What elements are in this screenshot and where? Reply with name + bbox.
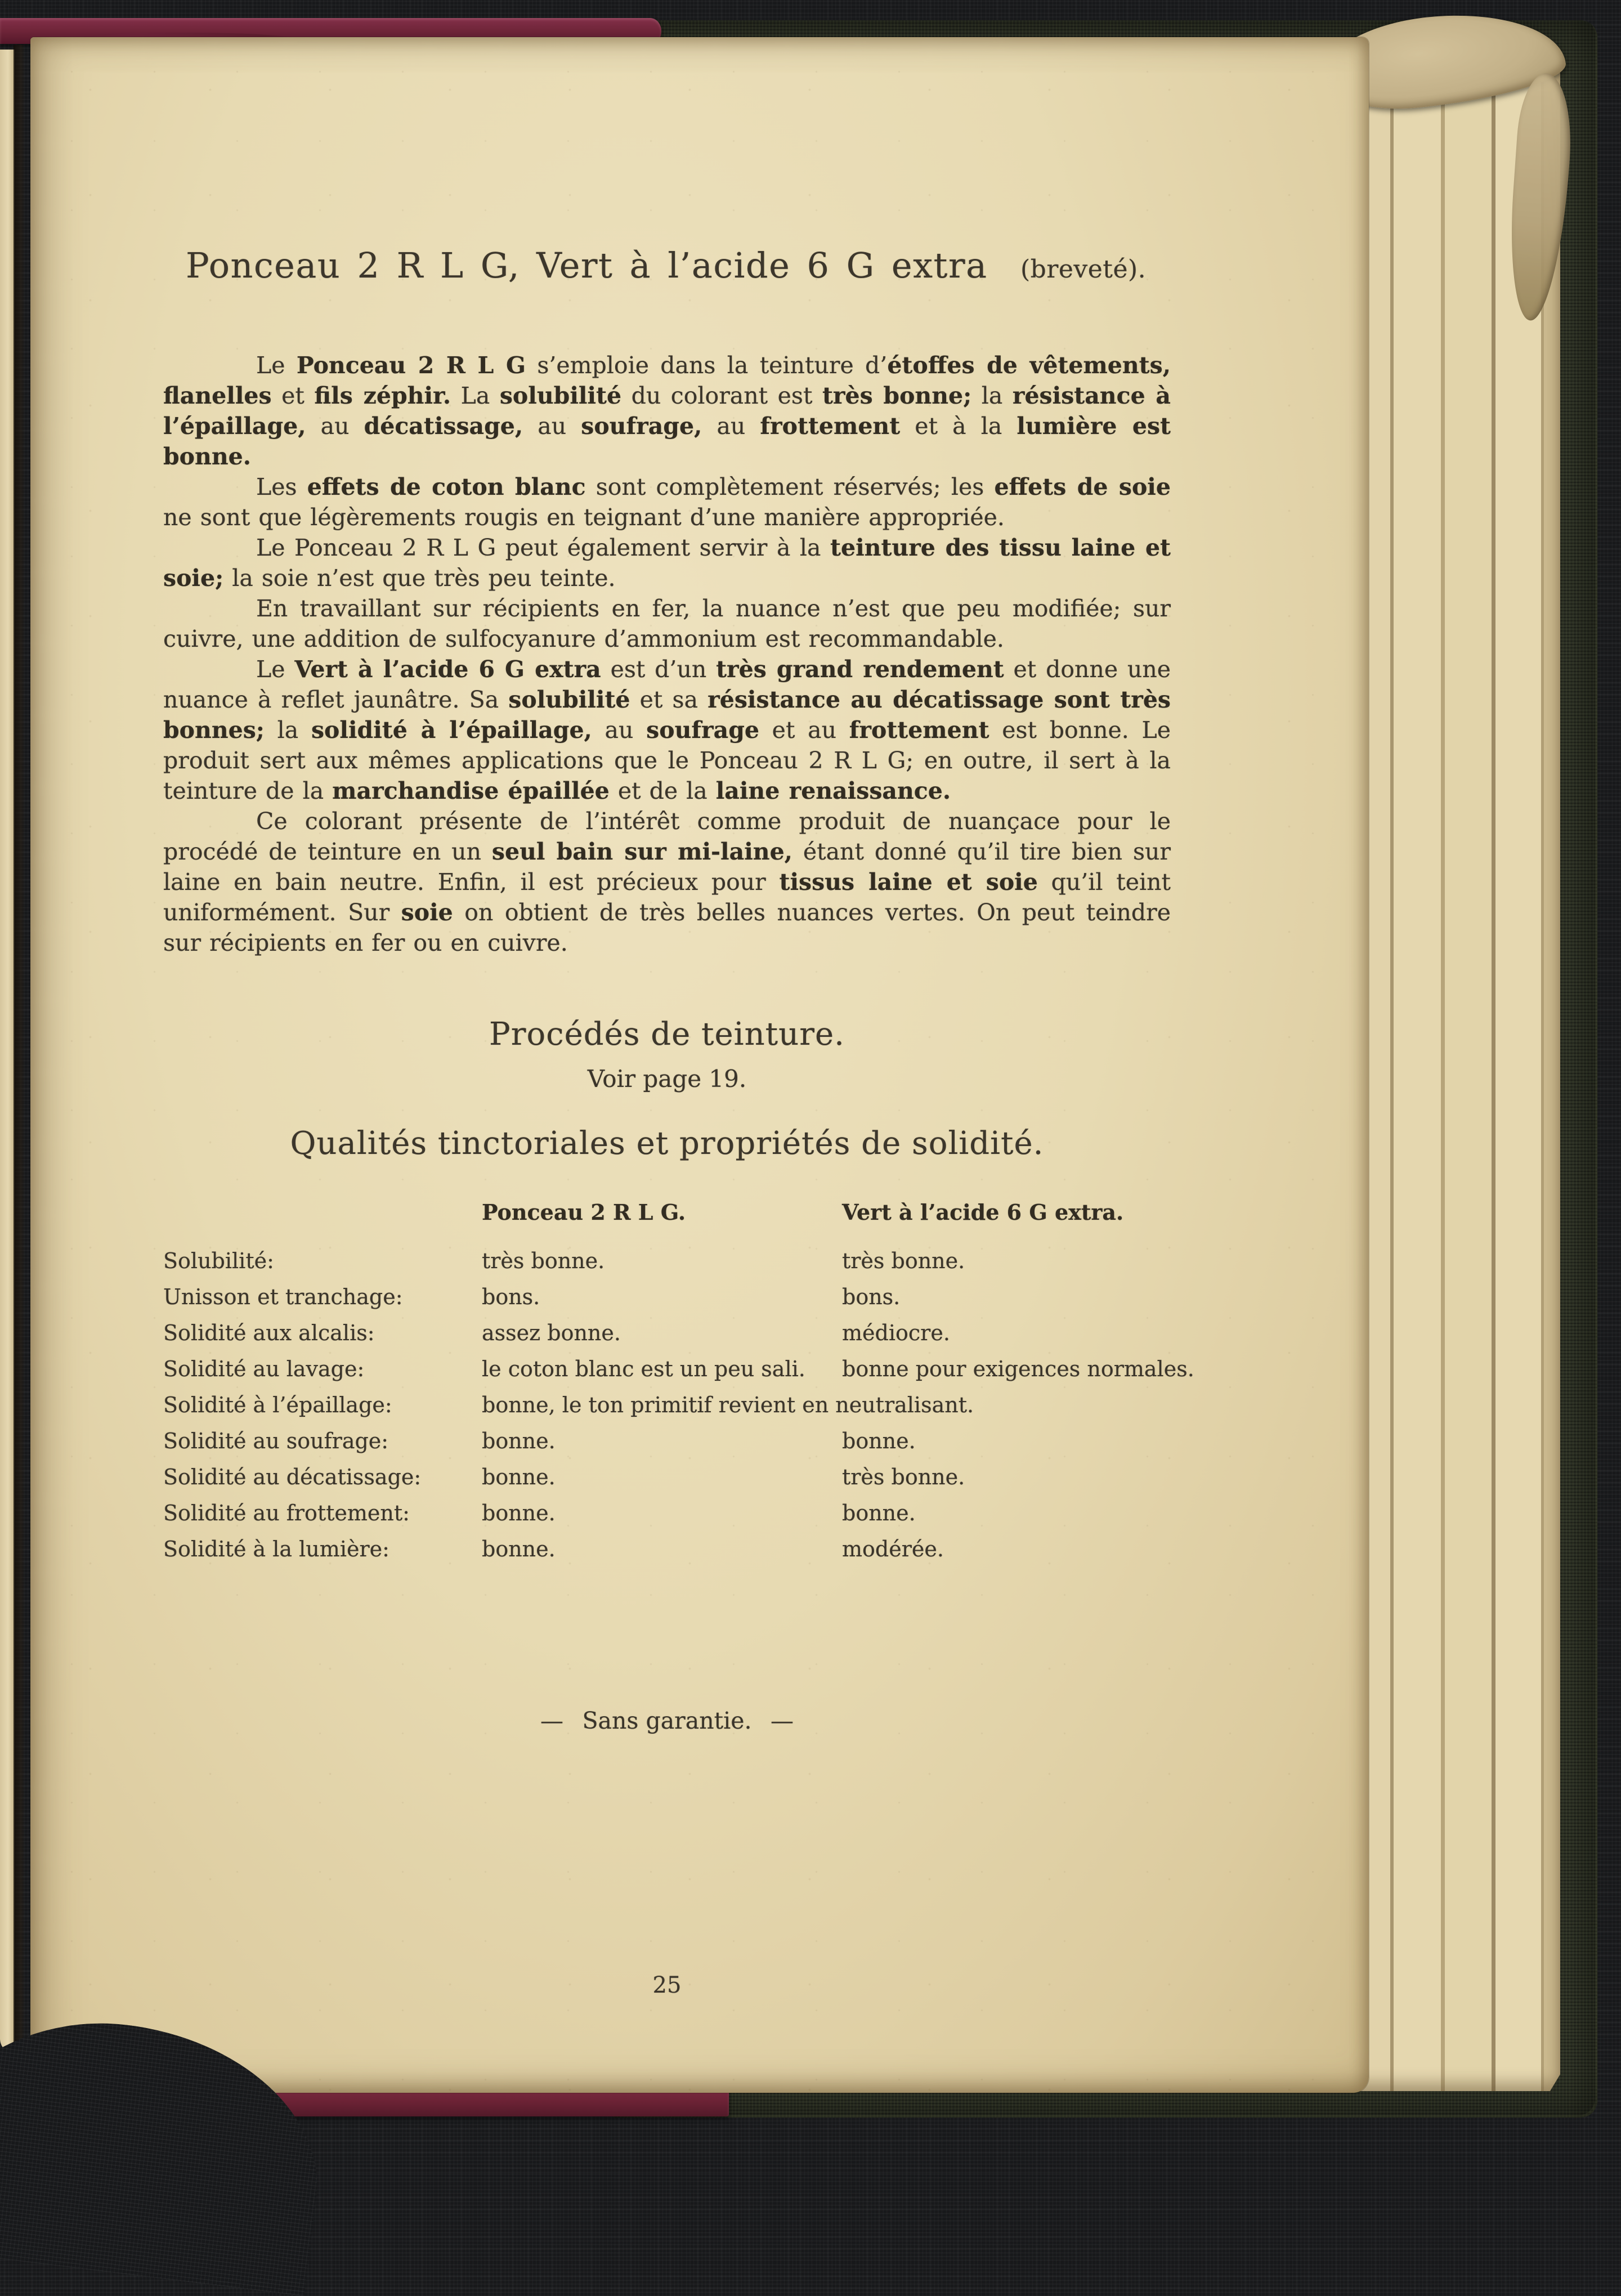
table-row [163,1321,1171,1345]
book-page [30,37,1369,2093]
cell-ponceau: très bonne. [482,1248,605,1273]
paragraph: Ce colorant présente de l’intérêt comme produit de nuançace pour le procédé de teinture en un seul bain sur mi-laine, étant donné qu’il tire bien sur laine en bain neutre. Enfin, il est précieux pour tissus laine et soie qu’il teint uniformément. Sur soie on obtient de très belles nuances vertes. On peut teindre sur récipients en fer ou en cuivre. [163,808,1171,956]
paragraph: En travaillant sur récipients en fer, la nuance n’est que peu modifiée; sur cuivre, une addition de sulfocyanure d’ammonium est recommandable. [163,595,1171,652]
table-row [163,1357,1194,1381]
cell-vert: bonne pour exigences normales. [842,1357,1194,1381]
fastness-table [163,1198,1194,1561]
row-label: Solidité aux alcalis: [163,1321,375,1345]
fastness-table-body [163,1248,1194,1561]
table-row [163,1501,1171,1525]
cell-vert: modérée. [842,1537,944,1561]
cell-vert: bonne. [842,1501,916,1525]
gutter-shadow [14,45,25,2071]
facing-page-sliver [0,50,15,2053]
cell-vert: bonne. [842,1429,916,1453]
col-header-ponceau: Ponceau 2 R L G. [482,1200,686,1225]
cell-vert: bons. [842,1284,901,1309]
row-label: Solidité au soufrage: [163,1429,389,1453]
paragraph: Le Ponceau 2 R L G s’emploie dans la teinture d’étoffes de vêtements, flanelles et fils zéphir. La solubilité du colorant est très bonne; la résistance à l’épaillage, au décatissage, au soufrage, au frottement et à la lumière est bonne. [163,352,1171,470]
cell-ponceau: bonne. [482,1537,556,1561]
paragraph: Le Vert à l’acide 6 G extra est d’un très grand rendement et donne une nuance à reflet jaunâtre. Sa solubilité et sa résistance au décatissage sont très bonnes; la solidité à l’épaillage, au soufrage et au frottement est bonne. Le produit sert aux mêmes applications que le Ponceau 2 R L G; en outre, il sert à la teinture de la marchandise épaillée et de la laine renaissance. [163,656,1171,804]
cell-ponceau: bonne. [482,1429,556,1453]
cell-vert: médiocre. [842,1321,950,1345]
table-row [163,1537,1171,1561]
row-label: Solidité à l’épaillage: [163,1393,392,1417]
cell-ponceau: bonne. [482,1501,556,1525]
row-label: Solidité au décatissage: [163,1465,422,1489]
row-label: Solubilité: [163,1248,274,1273]
cell-ponceau: assez bonne. [482,1321,621,1345]
page-title [163,239,1171,297]
heading-qualites: Qualités tinctoriales et propriétés de solidité. [290,1125,1044,1162]
cell-ponceau: bonne. [482,1465,556,1489]
title-main: Ponceau 2 R L G, Vert à l’acide 6 G extra [186,245,988,286]
table-row [163,1393,1171,1417]
paragraph: Le Ponceau 2 R L G peut également servir à la teinture des tissu laine et soie; la soie n’est que très peu teinte. [163,534,1171,592]
row-label: Solidité à la lumière: [163,1537,389,1561]
table-header-row [163,1198,1171,1227]
col-header-empty [163,1198,482,1227]
paragraph: Les effets de coton blanc sont complètement réservés; les effets de soie ne sont que légèrements rougis en teignant d’une manière appropriée. [163,473,1171,531]
row-label: Unisson et tranchage: [163,1284,403,1309]
cell-ponceau: bonne, le ton primitif revient en neutralisant. [482,1393,974,1417]
footer-note: — Sans garantie. — [540,1707,794,1734]
cell-ponceau: bons. [482,1284,540,1309]
cell-vert: très bonne. [842,1248,965,1273]
row-label: Solidité au lavage: [163,1357,365,1381]
table-row [163,1465,1171,1489]
heading-procedes: Procédés de teinture. [489,1016,845,1053]
table-row [163,1429,1171,1453]
cell-ponceau: le coton blanc est un peu sali. [482,1357,805,1381]
title-patent-note: (breveté). [1020,255,1147,284]
table-row [163,1249,1171,1273]
table-row [163,1285,1171,1309]
subheading-voir-page: Voir page 19. [587,1065,747,1093]
body-paragraphs [163,350,1171,958]
col-header-vert: Vert à l’acide 6 G extra. [842,1200,1124,1225]
cell-vert: très bonne. [842,1465,965,1489]
row-label: Solidité au frottement: [163,1501,410,1525]
page-number: 25 [652,1972,682,1998]
